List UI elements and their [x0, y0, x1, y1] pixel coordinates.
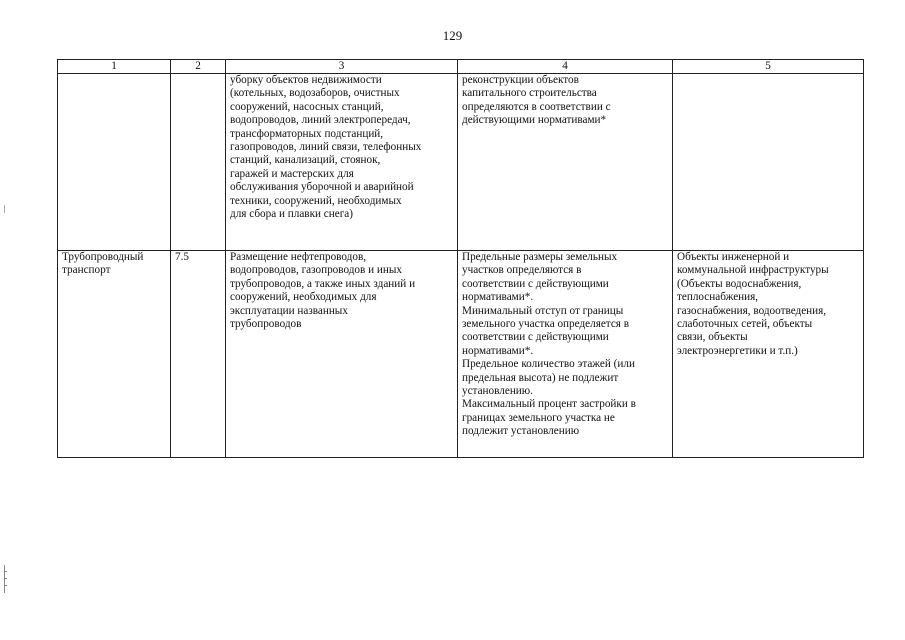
cell-related-objects: Объекты инженерной и коммунальной инфраструктуры (Объекты водоснабжения, теплоснабжения, газоснабжения, водоотведения, слаботочных сетей, объекты связи, объекты электроэнергетики и т.п.): [673, 251, 864, 458]
cell-use-description: Размещение нефтепроводов, водопроводов, газопроводов и иных трубопроводов, а также иных зданий и сооружений, необходимых для эксплуатации названных трубопроводов: [226, 251, 458, 458]
column-header-2: 2: [171, 60, 226, 74]
cell-parameters: реконструкции объектов капитального строительства определяются в соответствии с действующими нормативами*: [458, 74, 673, 251]
cell-use-code: [171, 74, 226, 251]
scan-margin-ticks: [4, 565, 8, 593]
cell-parameters: Предельные размеры земельных участков определяются в соответствии с действующими нормативами*. Минимальный отступ от границы земельного участка определяется в соответствии с действующими нормативами*. Предельное количество этажей (или предельная высота) не подлежит установлению. Максимальный процент застройки в границах земельного участка не подлежит установлению: [458, 251, 673, 458]
cell-use-code: 7.5: [171, 251, 226, 458]
table-row: [58, 251, 864, 458]
zoning-table: [57, 59, 864, 458]
column-header-4: 4: [458, 60, 673, 74]
cell-use-name: [58, 74, 171, 251]
scan-margin-mark: [4, 205, 5, 213]
table-header-row: [58, 60, 864, 74]
column-header-3: 3: [226, 60, 458, 74]
column-header-5: 5: [673, 60, 864, 74]
page-number: 129: [442, 28, 463, 43]
cell-use-description: уборку объектов недвижимости (котельных, водозаборов, очистных сооружений, насосных станций, водопроводов, линий электропередач, трансформаторных подстанций, газопроводов, линий связи, телефонных станций, канализаций, стоянок, гаражей и мастерских для обслуживания уборочной и аварийной техники, сооружений, необходимых для сбора и плавки снега): [226, 74, 458, 251]
cell-related-objects: [673, 74, 864, 251]
cell-use-name: Трубопроводный транспорт: [58, 251, 171, 458]
table-row: [58, 74, 864, 251]
column-header-1: 1: [58, 60, 171, 74]
